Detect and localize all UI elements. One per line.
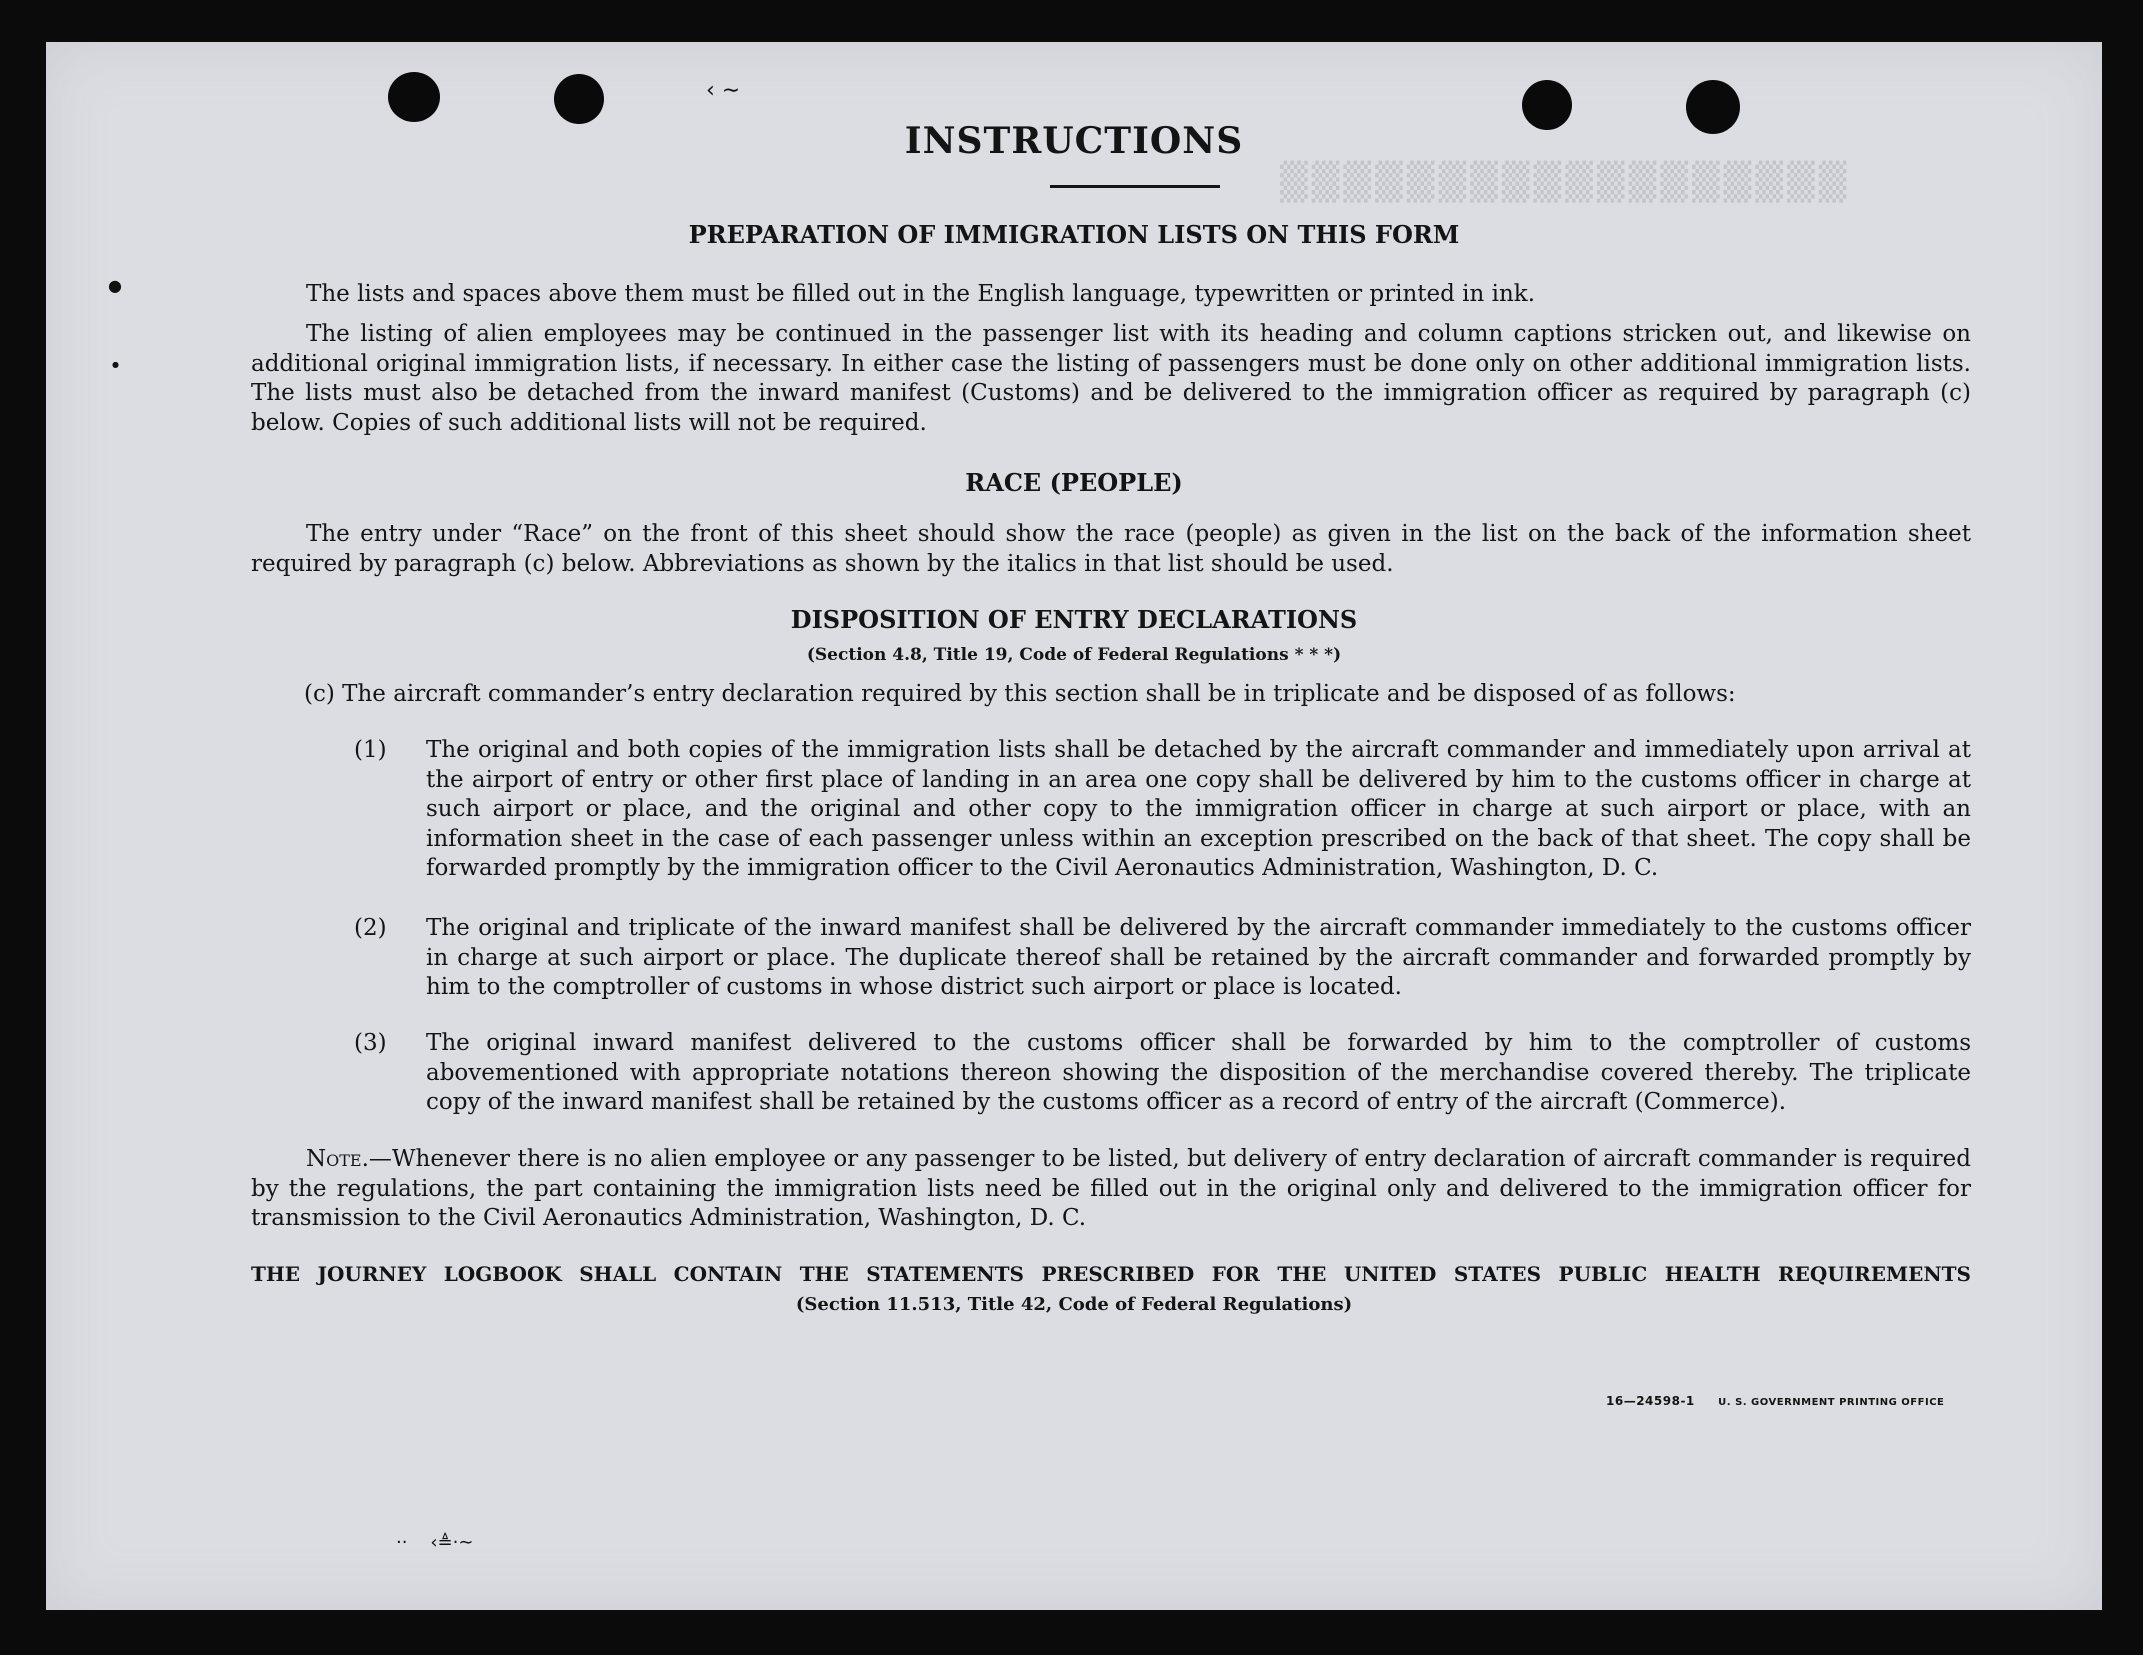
form-print-code [1606,1394,1944,1408]
stray-mark: ·· ‹≜⋅∼ [396,1532,474,1553]
item-number: (3) [354,1030,387,1056]
note-paragraph [251,1145,1971,1234]
form-number: 16—24598-1 [1606,1394,1695,1408]
stray-mark: ‹ ∼ [706,78,741,103]
list-item [354,736,1971,884]
prep-heading: PREPARATION OF IMMIGRATION LISTS ON THIS FORM [688,220,1460,249]
item-number: (2) [354,915,387,941]
disposition-subheading: (Section 4.8, Title 19, Code of Federal Regulations * * *) [806,645,1342,665]
disposition-heading: DISPOSITION OF ENTRY DECLARATIONS [790,605,1358,634]
item-text: The original and triplicate of the inward manifest shall be delivered by the aircraft commander immediately to the customs officer in charge at such airport or place. The duplicate thereof shall be retained by the aircraft commander and forwarded promptly by him to the comptroller of customs in whose district such airport or place is located. [426,915,1971,1000]
race-heading: RACE (PEOPLE) [965,468,1183,497]
item-number: (1) [354,737,387,763]
disposition-paragraph-c: (c) The aircraft commander’s entry declaration required by this section shall be in triplicate and be disposed of as follows: [304,681,1736,707]
page-title: INSTRUCTIONS [904,120,1244,162]
document-page [46,42,2102,1610]
journey-logbook-subline: (Section 11.513, Title 42, Code of Federal Regulations) [795,1294,1353,1315]
bleed-through-text: ▒▒▒▒▒▒▒▒▒▒▒▒▒▒▒▒▒▒ [1276,162,1847,203]
item-text: The original inward manifest delivered to the customs officer shall be forwarded by him to the comptroller of customs abovementioned with appropriate notations thereon showing the disposition of the merchandise covered thereby. The triplicate copy of the inward manifest shall be retained by the customs officer as a record of entry of the aircraft (Commerce). [426,1030,1971,1115]
prep-paragraph-2: The listing of alien employees may be continued in the passenger list with its heading and column captions stricken out, and likewise on additional original immigration lists, if necessary. In either case the listing of passengers must be done only on other additional immigration lists. The lists must also be detached from the inward manifest (Customs) and be delivered to the immigration officer as required by paragraph (c) below. Copies of such additional lists will not be required. [251,321,1971,436]
printer-name: U. S. GOVERNMENT PRINTING OFFICE [1718,1397,1945,1408]
list-item [354,1029,1971,1118]
item-text: The original and both copies of the immigration lists shall be detached by the aircraft commander and immediately upon arrival at the airport of entry or other first place of landing in an area one copy shall be delivered by him to the customs officer in charge at such airport or place, and the original and other copy to the immigration officer in charge at such airport or place, with an information sheet in the case of each passenger unless within an exception prescribed on the back of that sheet. The copy shall be forwarded promptly by the immigration officer to the Civil Aeronautics Administration, Washington, D. C. [426,737,1971,881]
journey-logbook-line: THE JOURNEY LOGBOOK SHALL CONTAIN THE STATEMENTS PRESCRIBED FOR THE UNITED STATES PUBLIC HEALTH REQUIREMENTS [251,1262,1971,1286]
list-item [354,914,1971,1003]
prep-paragraph-1: The lists and spaces above them must be filled out in the English language, typewritten or printed in ink. [306,281,1536,307]
title-rule [1050,185,1220,188]
stray-mark: ● [108,276,122,295]
note-text: —Whenever there is no alien employee or any passenger to be listed, but delivery of entry declaration of aircraft commander is required by the regulations, the part containing the immigration lists need be filled out in the original only and delivered to the immigration officer for transmission to the Civil Aeronautics Administration, Washington, D. C. [251,1146,1971,1231]
stray-mark: ● [112,360,119,369]
race-paragraph: The entry under “Race” on the front of this sheet should show the race (people) as given in the list on the back of the information sheet required by paragraph (c) below. Abbreviations as shown by the italics in that list should be used. [251,521,1971,577]
note-label: Note. [306,1146,369,1172]
